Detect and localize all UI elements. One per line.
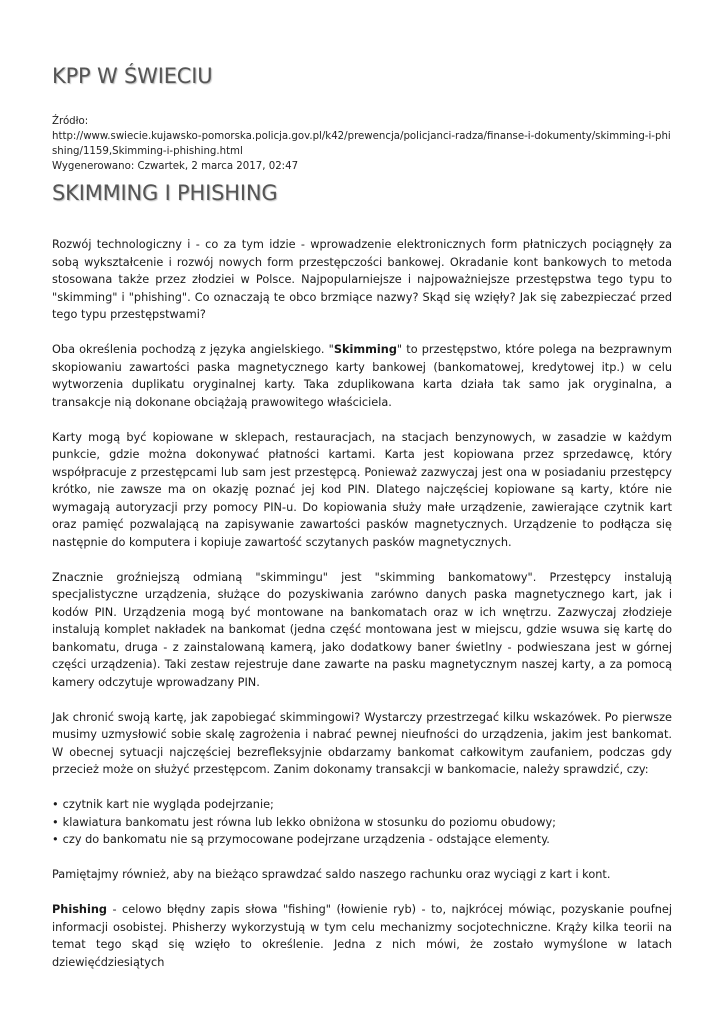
list-item-text: klawiatura bankomatu jest równa lub lekko obniżona w stosunku do poziomu obudowy; xyxy=(62,815,556,829)
generated-timestamp: Wygenerowano: Czwartek, 2 marca 2017, 02:47 xyxy=(52,161,299,172)
source-meta xyxy=(52,114,672,174)
source-url: http://www.swiecie.kujawsko-pomorska.policja.gov.pl/k42/prewencja/policjanci-radza/finanse-i-dokumenty/skimming-i-phishing/1159,Skimming-i-phishing.html xyxy=(52,131,671,157)
bullet-icon: • xyxy=(52,815,59,829)
list-item-text: czy do bankomatu nie są przymocowane podejrzane urządzenia - odstające elementy. xyxy=(62,833,550,846)
paragraph-text: " to przestępstwo, które polega na bezprawnym skopiowaniu zawartości paska magnetycznego karty bankowej (bankomatowej, kredytowej itp.) w celu wytworzenia duplikatu oryginalnej karty. Taka zduplikowana karta działa tak samo jak oryginalna, a transakcje nią dokonane obciążają prawowitego właściciela. xyxy=(52,343,672,409)
article-title: SKIMMING I PHISHING xyxy=(52,181,278,205)
paragraph-card-copying: Karty mogą być kopiowane w sklepach, restauracjach, na stacjach benzynowych, w zasadzie w każdym punkcie, gdzie można dokonywać płatności kartami. Karta jest kopiowana przez sprzedawcę, który współpracuje z przestępcami lub sam jest przestępcą. Ponieważ zazwyczaj jest ona w posiadaniu przestępcy krótko, nie zawsze ma on okazję poznać jej kod PIN. Dlatego najczęściej kopiowane są karty, które nie wymagają autoryzacji przy pomocy PIN-u. Do kopiowania służy małe urządzenie, zawierające czytnik kart oraz pamięć pozwalającą na zapisywanie zawartości pasków magnetycznych. Urządzenie to podłącza się następnie do komputera i kopiuje zawartość sczytanych pasków magnetycznych. xyxy=(52,430,672,549)
term-skimming: Skimming xyxy=(333,343,397,356)
bullet-icon: • xyxy=(52,798,59,811)
checklist xyxy=(52,796,672,849)
paragraph-protection: Jak chronić swoją kartę, jak zapobiegać skimmingowi? Wystarczy przestrzegać kilku wskazówek. Po pierwsze musimy uzmysłowić sobie skalę zagrożenia i nabrać pewnej nieufności do urządzenia, jakim jest bankomat. W obecnej sytuacji najczęściej bezrefleksyjnie obdarzamy bankomat całkowitym zaufaniem, podczas gdy przecież może on służyć przestępcom. Zanim dokonamy transakcji w bankomacie, należy sprawdzić, czy: xyxy=(52,710,672,776)
article-body xyxy=(52,236,672,989)
list-item xyxy=(52,831,672,849)
paragraph-skimming-definition xyxy=(52,341,672,411)
source-label: Źródło: xyxy=(52,116,89,127)
list-item xyxy=(52,814,672,832)
term-phishing: Phishing xyxy=(52,903,107,916)
paragraph-text: - celowo błędny zapis słowa "fishing" (łowienie ryb) - to, najkrócej mówiąc, pozyskanie poufnej informacji osobistej. Phisherzy wykorzystują w tym celu mechanizmy socjotechniczne. Krąży kilka teorii na temat tego skąd się wzięło to określenie. Jedna z nich mówi, że zostało wymyślone w latach dziewięćdziesiątych xyxy=(52,903,672,969)
paragraph-phishing-definition xyxy=(52,901,672,971)
paragraph-atm-skimming: Znacznie groźniejszą odmianą "skimmingu" jest "skimming bankomatowy". Przestępcy instalują specjalistyczne urządzenia, służące do pozyskiwania zarówno danych paska magnetycznego kart, jak i kodów PIN. Urządzenia mogą być montowane na bankomatach oraz w ich wnętrzu. Zazwyczaj złodzieje instalują komplet nakładek na bankomat (jedna część montowana jest w miejscu, gdzie wsuwa się kartę do bankomatu, druga - z zainstalowaną kamerą, jako dodatkowy baner świetlny - podwieszana jest w górnej części urządzenia). Taki zestaw rejestruje dane zawarte na pasku magnetycznym naszej karty, a za pomocą kamery odczytuje wprowadzany PIN. xyxy=(52,570,672,689)
site-title: KPP W ŚWIECIU xyxy=(52,64,213,88)
paragraph-balance-reminder: Pamiętajmy również, aby na bieżąco sprawdzać saldo naszego rachunku oraz wyciągi z kart i kont. xyxy=(52,868,611,881)
bullet-icon: • xyxy=(52,833,59,846)
paragraph-text: Oba określenia pochodzą z języka angielskiego. " xyxy=(52,343,334,356)
list-item-text: czytnik kart nie wygląda podejrzanie; xyxy=(62,798,274,811)
list-item xyxy=(52,796,672,814)
paragraph-intro: Rozwój technologiczny i - co za tym idzie - wprowadzenie elektronicznych form płatniczych pociągnęły za sobą wykształcenie i rozwój nowych form przestępczości bankowej. Okradanie kont bankowych to metoda stosowana także przez złodziei w Polsce. Najpopularniejsze i najpoważniejsze przestępstwa tego typu to "skimming" i "phishing". Co oznaczają te obco brzmiące nazwy? Skąd się wzięły? Jak się zabezpieczać przed tego typu przestępstwami? xyxy=(52,238,672,321)
